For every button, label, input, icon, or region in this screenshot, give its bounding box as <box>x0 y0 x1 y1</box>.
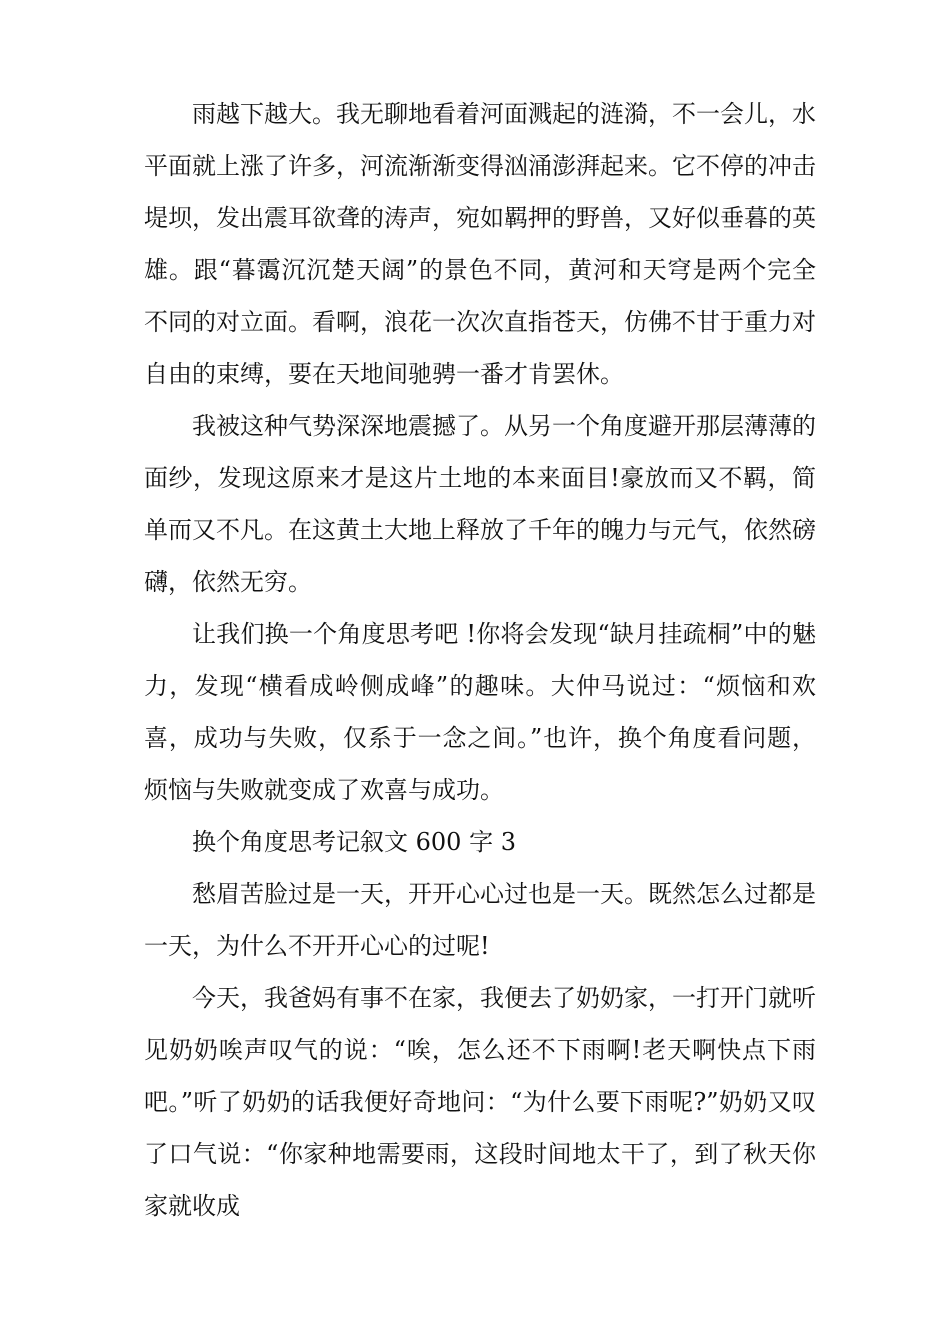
paragraph-change-angle: 让我们换一个角度思考吧 !你将会发现“缺月挂疏桐”中的魅力，发现“横看成岭侧成峰”的趣味。大仲马说过：“烦恼和欢喜，成功与失败，仅系于一念之间。”也许，换个角度看问题，烦恼与失败就变成了欢喜与成功。 <box>144 620 816 804</box>
paragraph-shock: 我被这种气势深深地震撼了。从另一个角度避开那层薄薄的面纱，发现这原来才是这片土地的本来面目!豪放而又不羁，简单而又不凡。在这黄土大地上释放了千年的魄力与元气，依然磅礴，依然无穷。 <box>144 412 816 596</box>
document-body <box>144 88 816 1232</box>
section-title: 换个角度思考记叙文 600 字 3 <box>192 828 516 856</box>
paragraph-happy: 愁眉苦脸过是一天，开开心心过也是一天。既然怎么过都是一天，为什么不开开心心的过呢! <box>144 880 816 960</box>
paragraph-river: 雨越下越大。我无聊地看着河面溅起的涟漪，不一会儿，水平面就上涨了许多，河流渐渐变得汹涌澎湃起来。它不停的冲击堤坝，发出震耳欲聋的涛声，宛如羁押的野兽，又好似垂暮的英雄。跟“暮霭沉沉楚天阔”的景色不同，黄河和天穹是两个完全不同的对立面。看啊，浪花一次次直指苍天，仿佛不甘于重力对自由的束缚，要在天地间驰骋一番才肯罢休。 <box>144 100 816 388</box>
paragraph-grandma: 今天，我爸妈有事不在家，我便去了奶奶家，一打开门就听见奶奶唉声叹气的说：“唉，怎么还不下雨啊!老天啊快点下雨吧。”听了奶奶的话我便好奇地问：“为什么要下雨呢?”奶奶又叹了口气说：“你家种地需要雨，这段时间地太干了，到了秋天你家就收成 <box>144 984 816 1220</box>
